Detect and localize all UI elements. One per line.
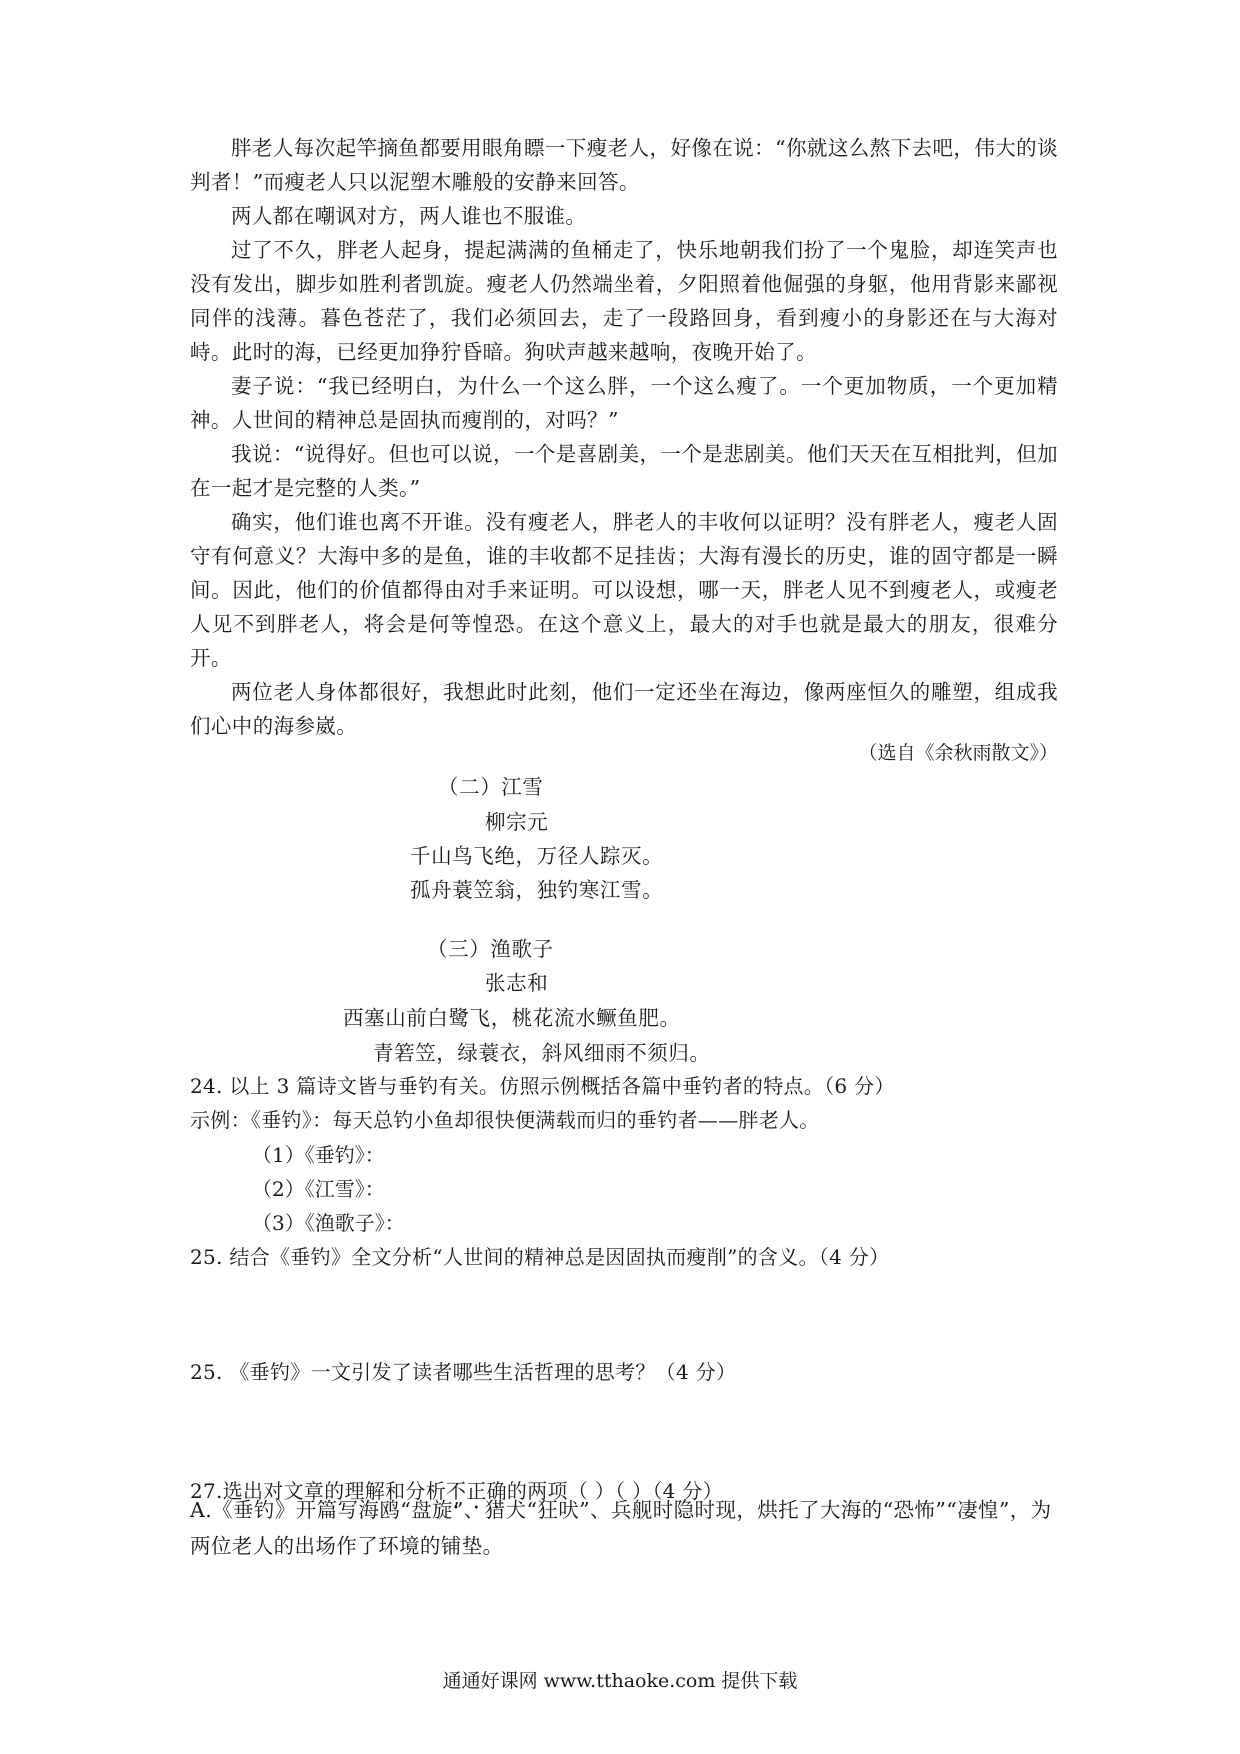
essay-paragraph-1: 胖老人每次起竿摘鱼都要用眼角瞟一下瘦老人，好像在说：“你就这么熬下去吧，伟大的谈判者！”而瘦老人只以泥塑木雕般的安静来回答。 xyxy=(190,136,1058,194)
question-27-option-a: A.《垂钓》开篇写海鸥“盘旋”、猎犬“狂吠”、兵舰时隐时现，烘托了大海的“恐怖”“凄惶”，为两位老人的出场作了环境的铺垫。 xyxy=(190,1498,1052,1558)
essay-paragraph-3: 过了不久，胖老人起身，提起满满的鱼桶走了，快乐地朝我们扮了一个鬼脸，却连笑声也没有发出，脚步如胜利者凯旋。瘦老人仍然端坐着，夕阳照着他倔强的身躯，他用背影来鄙视同伴的浅薄。暮色苍茫了，我们必须回去，走了一段路回身，看到瘦小的身影还在与大海对峙。此时的海，已经更加狰狞昏暗。狗吠声越来越响，夜晚开始了。 xyxy=(190,238,1058,364)
poem2-line-1: 千山鸟飞绝，万径人踪灭。 xyxy=(410,844,664,868)
question-24-item-2: （2）《江雪》： xyxy=(252,1177,385,1201)
poem3-title: （三）渔歌子 xyxy=(427,937,554,961)
poem2-author: 柳宗元 xyxy=(485,810,549,834)
question-24-item-1: （1）《垂钓》： xyxy=(252,1143,385,1167)
essay-paragraph-5: 我说：“说得好。但也可以说，一个是喜剧美，一个是悲剧美。他们天天在互相批判，但加在一起才是完整的人类。” xyxy=(190,442,1058,500)
question-24-item-3: （3）《渔歌子》： xyxy=(252,1211,405,1235)
essay-source: （选自《余秋雨散文》） xyxy=(858,742,1058,764)
essay-body xyxy=(190,131,1058,743)
question-24-example: 示例：《垂钓》：每天总钓小鱼却很快便满载而归的垂钓者——胖老人。 xyxy=(190,1108,820,1132)
question-27-emphasis: 不正确 xyxy=(446,1479,507,1503)
question-27-suffix: 的两项（ ）（ ）（4 分） xyxy=(506,1479,723,1503)
question-25: 25. 结合《垂钓》全文分析“人世间的精神总是因固执而瘦削”的含义。（4 分） xyxy=(190,1245,890,1269)
essay-paragraph-4: 妻子说：“我已经明白，为什么一个这么胖，一个这么瘦了。一个更加物质，一个更加精神。人世间的精神总是固执而瘦削的，对吗？” xyxy=(190,374,1058,432)
question-24: 24. 以上 3 篇诗文皆与垂钓有关。仿照示例概括各篇中垂钓者的特点。（6 分） xyxy=(190,1074,895,1098)
poem3-line-1: 西塞山前白鹭飞，桃花流水鳜鱼肥。 xyxy=(343,1006,681,1030)
poem2-title: （二）江雪 xyxy=(438,775,544,799)
poem2-line-2: 孤舟蓑笠翁，独钓寒江雪。 xyxy=(410,878,664,902)
footer-download-note: 通通好课网 www.tthaoke.com 提供下载 xyxy=(442,1670,798,1692)
essay-paragraph-2: 两人都在嘲讽对方，两人谁也不服谁。 xyxy=(231,204,587,228)
poem3-line-2: 青箬笠，绿蓑衣，斜风细雨不须归。 xyxy=(373,1041,711,1065)
poem3-author: 张志和 xyxy=(485,971,549,995)
essay-paragraph-6: 确实，他们谁也离不开谁。没有瘦老人，胖老人的丰收何以证明？没有胖老人，瘦老人固守有何意义？大海中多的是鱼，谁的丰收都不足挂齿；大海有漫长的历史，谁的固守都是一瞬间。因此，他们的价值都得由对手来证明。可以设想，哪一天，胖老人见不到瘦老人，或瘦老人见不到胖老人，将会是何等惶恐。在这个意义上，最大的对手也就是最大的朋友，很难分开。 xyxy=(190,510,1058,670)
question-26: 25. 《垂钓》一文引发了读者哪些生活哲理的思考？（4 分） xyxy=(190,1360,737,1384)
question-27-prefix: 27.选出对文章的理解和分析 xyxy=(190,1479,447,1503)
essay-paragraph-7: 两位老人身体都很好，我想此时此刻，他们一定还坐在海边，像两座恒久的雕塑，组成我们心中的海参崴。 xyxy=(190,680,1058,738)
